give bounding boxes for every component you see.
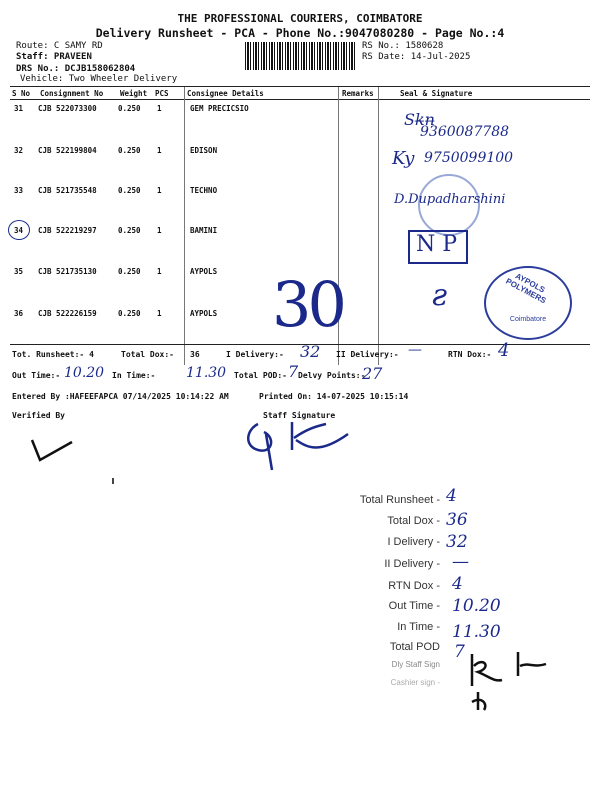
row-signature-phone: 9360087788 xyxy=(420,124,510,140)
slip-label: Total POD xyxy=(389,641,440,653)
table-row-sno: 35 xyxy=(14,267,24,276)
col-header-sno: S No xyxy=(12,89,31,98)
row-signature-initials: N P xyxy=(416,232,458,257)
table-row-pcs: 1 xyxy=(157,226,162,235)
verified-by-tick xyxy=(28,428,78,468)
table-row-consignment: CJB 521735548 xyxy=(38,186,97,195)
slip-label: Total Dox - xyxy=(387,515,440,527)
slip-value: 10.20 xyxy=(452,596,501,616)
barcode xyxy=(245,42,355,70)
rs-number: RS No.: 1580628 xyxy=(362,41,444,51)
table-header-rule xyxy=(10,99,590,100)
table-row-weight: 0.250 xyxy=(118,267,141,276)
tot-runsheet: Tot. Runsheet:- 4 xyxy=(12,350,94,359)
i-delivery-hw: 32 xyxy=(300,342,321,361)
table-row-consignee: GEM PRECICSIO xyxy=(190,104,249,113)
vehicle-label: Vehicle: Two Wheeler Delivery xyxy=(20,74,178,84)
table-row-consignment: CJB 522073300 xyxy=(38,104,97,113)
verified-by-label: Verified By xyxy=(12,411,65,420)
table-row-weight: 0.250 xyxy=(118,146,141,155)
small-mark xyxy=(112,478,114,484)
delvy-points-hw: 27 xyxy=(362,364,383,383)
col-header-consignee: Consignee Details xyxy=(187,89,264,98)
slip-value: 4 xyxy=(446,486,457,506)
slip-label: In Time - xyxy=(397,621,440,633)
table-row-pcs: 1 xyxy=(157,267,162,276)
col-header-weight: Weight xyxy=(120,89,148,98)
slip-label: Total Runsheet - xyxy=(359,494,440,506)
slip-signature-scribble xyxy=(464,646,554,716)
table-top-rule xyxy=(10,86,590,87)
table-row-consignment: CJB 521735130 xyxy=(38,267,97,276)
slip-value: 11.30 xyxy=(452,622,501,642)
rtn-dox-label: RTN Dox:- xyxy=(448,350,492,359)
i-delivery-label: I Delivery:- xyxy=(226,350,284,359)
table-row-pcs: 1 xyxy=(157,309,162,318)
staff-signature-label: Staff Signature xyxy=(263,411,336,420)
row-signature-scribble: ƨ xyxy=(432,278,448,313)
delvy-points-label: Delvy Points:- xyxy=(298,371,366,380)
staff-label: Staff: PRAVEEN xyxy=(16,52,92,62)
table-row-consignment: CJB 522226159 xyxy=(38,309,97,318)
row-signature-name: D.Dupadharshini xyxy=(394,192,506,207)
slip-label: II Delivery - xyxy=(384,558,440,570)
table-row-consignee: EDISON xyxy=(190,146,218,155)
table-row-weight: 0.250 xyxy=(118,104,141,113)
col-header-pcs: PCS xyxy=(155,89,169,98)
table-row-consignment: CJB 522219297 xyxy=(38,226,97,235)
table-row-pcs: 1 xyxy=(157,104,162,113)
table-row-pcs: 1 xyxy=(157,186,162,195)
table-row-sno: 33 xyxy=(14,186,24,195)
table-row-sno: 32 xyxy=(14,146,24,155)
out-time-hw: 10.20 xyxy=(64,365,105,381)
column-divider xyxy=(184,87,185,365)
entered-by: Entered By :HAFEEFAPCA 07/14/2025 10:14:22 AM xyxy=(12,392,229,401)
table-row-consignee: AYPOLS xyxy=(190,309,218,318)
slip-label: Out Time - xyxy=(388,600,440,612)
table-row-sno: 36 xyxy=(14,309,24,318)
company-title: THE PROFESSIONAL COURIERS, COIMBATORE xyxy=(177,12,423,25)
drs-number: DRS No.: DCJB158062804 xyxy=(16,64,136,74)
stamp-bottom-text: Coimbatore xyxy=(509,316,547,323)
rs-date: RS Date: 14-Jul-2025 xyxy=(362,52,471,62)
table-row-sno: 34 xyxy=(14,226,24,235)
table-row-weight: 0.250 xyxy=(118,186,141,195)
aypols-seal-stamp xyxy=(484,266,572,340)
row-signature-phone: 9750099100 xyxy=(424,150,514,166)
runsheet-subtitle: Delivery Runsheet - PCA - Phone No.:9047080280 - Page No.:4 xyxy=(95,26,505,40)
col-header-remarks: Remarks xyxy=(342,89,374,98)
slip-value: 36 xyxy=(446,510,468,530)
in-time-hw: 11.30 xyxy=(186,365,227,381)
table-row-consignee: TECHNO xyxy=(190,186,218,195)
table-row-pcs: 1 xyxy=(157,146,162,155)
rtn-dox-hw: 4 xyxy=(498,340,510,361)
in-time-label: In Time:- xyxy=(112,371,156,380)
table-row-weight: 0.250 xyxy=(118,226,141,235)
slip-value: 32 xyxy=(446,532,468,552)
total-pod-hw: 7 xyxy=(288,362,299,381)
slip-label: Cashier sign - xyxy=(390,678,440,687)
total-dox-value: 36 xyxy=(190,350,200,359)
route-label: Route: C SAMY RD xyxy=(16,41,103,51)
slip-label: RTN Dox - xyxy=(388,580,440,592)
row-signature-scribble: Sk̶n̶ xyxy=(404,110,435,129)
total-pod-label: Total POD:- xyxy=(234,371,287,380)
total-dox-label: Total Dox:- xyxy=(121,350,174,359)
stamp-top-text: AYPOLS POLYMERS xyxy=(504,271,548,306)
table-row-consignment: CJB 522199804 xyxy=(38,146,97,155)
ii-delivery-hw: — xyxy=(408,342,422,358)
out-time-label: Out Time:- xyxy=(12,371,61,380)
slip-label: Dly Staff Sign xyxy=(391,660,440,669)
table-row-weight: 0.250 xyxy=(118,309,141,318)
col-header-consignment: Consignment No xyxy=(40,89,104,98)
handwritten-total: 30 xyxy=(272,268,343,341)
slip-value: — xyxy=(452,552,469,572)
slip-label: I Delivery - xyxy=(387,536,440,548)
table-row-consignee: AYPOLS xyxy=(190,267,218,276)
ii-delivery-label: II Delivery:- xyxy=(336,350,399,359)
staff-signature-scribble xyxy=(238,404,358,474)
column-divider xyxy=(378,87,379,365)
row-signature-scribble: Ky xyxy=(392,148,415,169)
slip-value: 4 xyxy=(452,574,463,594)
table-row-sno: 31 xyxy=(14,104,24,113)
printed-on: Printed On: 14-07-2025 10:15:14 xyxy=(259,392,409,401)
col-header-seal: Seal & Signature xyxy=(400,89,473,98)
slip-value: 7 xyxy=(454,642,465,662)
table-row-consignee: BAMINI xyxy=(190,226,218,235)
